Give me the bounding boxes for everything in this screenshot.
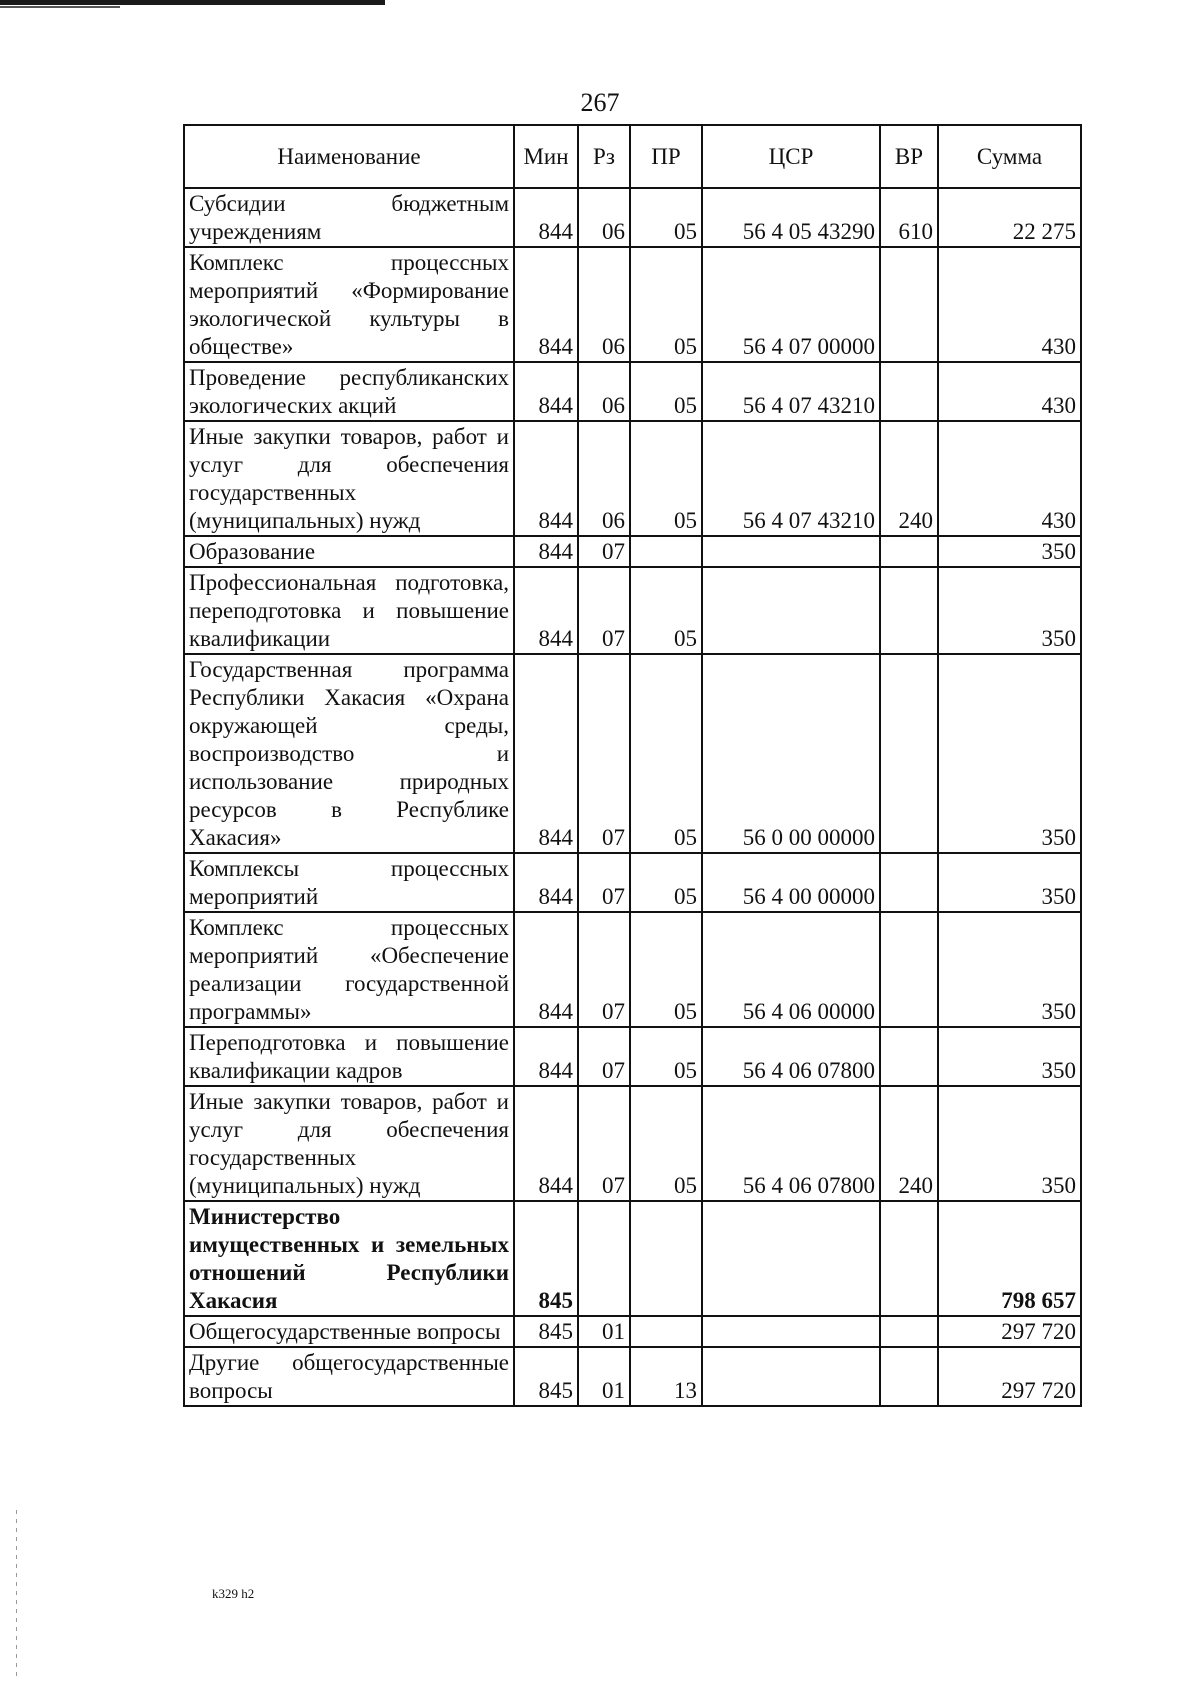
cell-sum: 297 720	[938, 1316, 1081, 1347]
cell-csr	[702, 567, 880, 654]
cell-csr: 56 0 00 00000	[702, 654, 880, 853]
footer-code: k329 h2	[212, 1586, 255, 1601]
cell-min: 844	[514, 421, 578, 536]
scan-corner-mark	[0, 0, 385, 5]
cell-min: 845	[514, 1316, 578, 1347]
header-csr: ЦСР	[702, 125, 880, 188]
cell-rz: 07	[578, 654, 630, 853]
table-row	[184, 567, 1081, 654]
cell-csr: 56 4 06 07800	[702, 1027, 880, 1086]
cell-name: Проведение республиканских экологических акций	[184, 362, 514, 421]
cell-min: 844	[514, 1027, 578, 1086]
cell-rz	[578, 1201, 630, 1316]
cell-name: Образование	[184, 536, 514, 567]
cell-vr	[880, 536, 938, 567]
scan-margin-line	[16, 1510, 17, 1680]
table-body	[184, 188, 1081, 1406]
cell-min: 844	[514, 247, 578, 362]
cell-name: Комплекс процессных мероприятий «Формирование экологической культуры в обществе»	[184, 247, 514, 362]
cell-sum: 430	[938, 421, 1081, 536]
table-row	[184, 654, 1081, 853]
cell-min: 844	[514, 536, 578, 567]
cell-pr: 05	[630, 853, 702, 912]
table-row	[184, 1027, 1081, 1086]
cell-name: Государственная программа Республики Хакасия «Охрана окружающей среды, воспроизводство и использование природных ресурсов в Республике Хакасия»	[184, 654, 514, 853]
cell-name: Другие общегосударственные вопросы	[184, 1347, 514, 1406]
cell-rz: 06	[578, 188, 630, 247]
cell-pr: 05	[630, 912, 702, 1027]
cell-vr	[880, 853, 938, 912]
cell-min: 844	[514, 362, 578, 421]
cell-pr	[630, 1201, 702, 1316]
page-number: 267	[580, 88, 620, 117]
cell-rz: 07	[578, 1086, 630, 1201]
cell-vr: 610	[880, 188, 938, 247]
cell-name: Переподготовка и повышение квалификации кадров	[184, 1027, 514, 1086]
cell-min: 844	[514, 853, 578, 912]
cell-pr: 13	[630, 1347, 702, 1406]
cell-vr	[880, 654, 938, 853]
cell-min: 845	[514, 1201, 578, 1316]
cell-rz: 01	[578, 1347, 630, 1406]
table-row	[184, 188, 1081, 247]
cell-pr	[630, 536, 702, 567]
cell-rz: 07	[578, 536, 630, 567]
cell-sum: 430	[938, 362, 1081, 421]
budget-table	[183, 124, 1082, 1407]
table-row	[184, 912, 1081, 1027]
scan-corner-mark-thin	[0, 6, 120, 8]
cell-sum: 350	[938, 853, 1081, 912]
cell-rz: 06	[578, 362, 630, 421]
cell-csr: 56 4 06 07800	[702, 1086, 880, 1201]
header-sum: Сумма	[938, 125, 1081, 188]
cell-pr: 05	[630, 188, 702, 247]
cell-name: Министерство имущественных и земельных отношений Республики Хакасия	[184, 1201, 514, 1316]
cell-sum: 350	[938, 1027, 1081, 1086]
cell-vr	[880, 567, 938, 654]
cell-vr	[880, 1201, 938, 1316]
cell-min: 844	[514, 1086, 578, 1201]
cell-pr: 05	[630, 362, 702, 421]
table-row	[184, 362, 1081, 421]
cell-name: Иные закупки товаров, работ и услуг для обеспечения государственных (муниципальных) нужд	[184, 421, 514, 536]
table-row	[184, 247, 1081, 362]
cell-rz: 07	[578, 567, 630, 654]
cell-min: 844	[514, 567, 578, 654]
cell-vr: 240	[880, 1086, 938, 1201]
cell-name: Иные закупки товаров, работ и услуг для обеспечения государственных (муниципальных) нужд	[184, 1086, 514, 1201]
cell-vr	[880, 912, 938, 1027]
header-vr: ВР	[880, 125, 938, 188]
cell-pr: 05	[630, 654, 702, 853]
cell-rz: 06	[578, 247, 630, 362]
table-row	[184, 1086, 1081, 1201]
cell-vr	[880, 1347, 938, 1406]
cell-sum: 430	[938, 247, 1081, 362]
cell-name: Общегосударственные вопросы	[184, 1316, 514, 1347]
cell-csr: 56 4 00 00000	[702, 853, 880, 912]
cell-vr	[880, 247, 938, 362]
cell-csr: 56 4 05 43290	[702, 188, 880, 247]
cell-rz: 07	[578, 1027, 630, 1086]
cell-sum: 350	[938, 536, 1081, 567]
cell-sum: 350	[938, 912, 1081, 1027]
cell-vr	[880, 1316, 938, 1347]
cell-csr	[702, 1201, 880, 1316]
cell-sum: 22 275	[938, 188, 1081, 247]
cell-pr: 05	[630, 421, 702, 536]
cell-pr: 05	[630, 1027, 702, 1086]
cell-rz: 06	[578, 421, 630, 536]
cell-min: 844	[514, 912, 578, 1027]
cell-sum: 350	[938, 567, 1081, 654]
cell-min: 845	[514, 1347, 578, 1406]
cell-sum: 297 720	[938, 1347, 1081, 1406]
table-row	[184, 853, 1081, 912]
cell-vr	[880, 1027, 938, 1086]
table-row	[184, 421, 1081, 536]
header-pr: ПР	[630, 125, 702, 188]
cell-min: 844	[514, 188, 578, 247]
cell-name: Комплекс процессных мероприятий «Обеспечение реализации государственной программы»	[184, 912, 514, 1027]
cell-csr	[702, 1347, 880, 1406]
cell-csr: 56 4 07 43210	[702, 362, 880, 421]
header-rz: Рз	[578, 125, 630, 188]
table-row	[184, 1316, 1081, 1347]
cell-pr: 05	[630, 1086, 702, 1201]
cell-sum: 350	[938, 1086, 1081, 1201]
cell-pr: 05	[630, 567, 702, 654]
cell-vr: 240	[880, 421, 938, 536]
table-row	[184, 1347, 1081, 1406]
cell-name: Субсидии бюджетным учреждениям	[184, 188, 514, 247]
cell-pr	[630, 1316, 702, 1347]
table-row	[184, 536, 1081, 567]
cell-min: 844	[514, 654, 578, 853]
cell-rz: 07	[578, 853, 630, 912]
cell-sum: 350	[938, 654, 1081, 853]
header-name: Наименование	[184, 125, 514, 188]
table-row	[184, 1201, 1081, 1316]
cell-name: Профессиональная подготовка, переподготовка и повышение квалификации	[184, 567, 514, 654]
cell-csr	[702, 1316, 880, 1347]
cell-pr: 05	[630, 247, 702, 362]
cell-csr: 56 4 07 00000	[702, 247, 880, 362]
table-header-row	[184, 125, 1081, 188]
cell-vr	[880, 362, 938, 421]
header-min: Мин	[514, 125, 578, 188]
cell-sum: 798 657	[938, 1201, 1081, 1316]
cell-rz: 01	[578, 1316, 630, 1347]
cell-name: Комплексы процессных мероприятий	[184, 853, 514, 912]
cell-csr	[702, 536, 880, 567]
cell-csr: 56 4 06 00000	[702, 912, 880, 1027]
cell-csr: 56 4 07 43210	[702, 421, 880, 536]
cell-rz: 07	[578, 912, 630, 1027]
